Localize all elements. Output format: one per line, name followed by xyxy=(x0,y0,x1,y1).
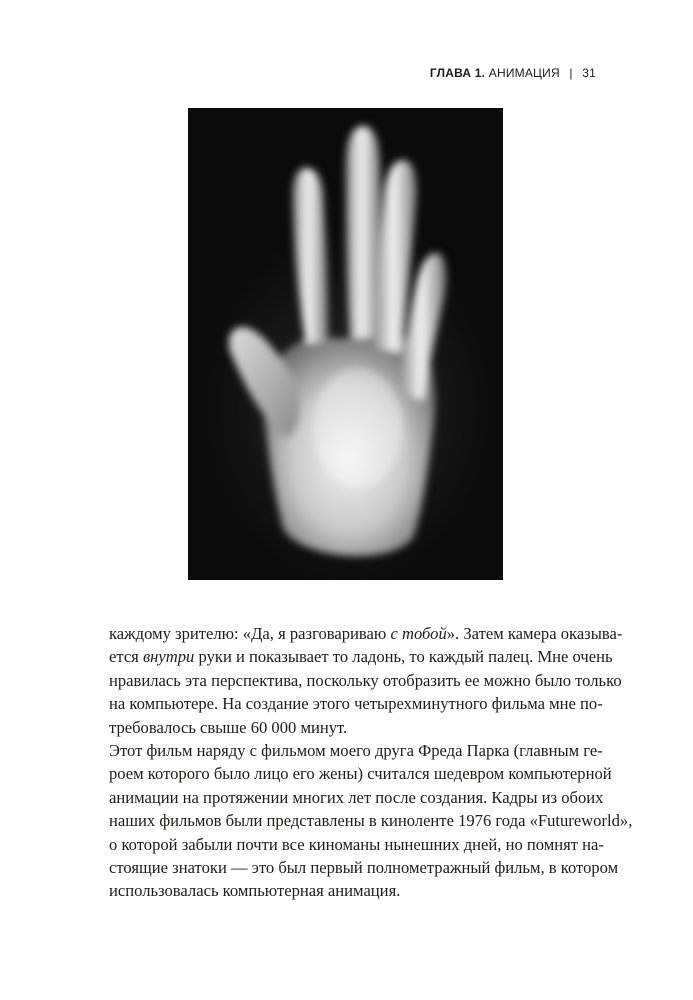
chapter-title: АНИМАЦИЯ xyxy=(488,66,560,80)
text-line: каждому зрителю: «Да, я разговариваю с тобой». Затем камера оказыва- xyxy=(109,624,623,643)
paragraph-2 xyxy=(109,739,633,903)
text-line: анимации на протяжении многих лет после создания. Кадры из обоих xyxy=(109,787,604,807)
text-line: использовалась компьютерная анимация. xyxy=(109,881,401,901)
header-separator: | xyxy=(569,66,573,80)
text-line: роем которого было лицо его жены) считался шедевром компьютерной xyxy=(109,764,612,784)
text-line: требовалось свыше 60 000 минут. xyxy=(109,717,348,737)
text-line: нравилась эта перспектива, поскольку отобразить ее можно было только xyxy=(109,670,622,690)
text-line: стоящие знатоки — это был первый полнометражный фильм, в котором xyxy=(109,858,619,878)
page-number: 31 xyxy=(582,66,596,80)
text-line: о которой забыли почти все киноманы нынешних дней, но помнят на- xyxy=(109,834,604,854)
paragraph-1 xyxy=(109,622,623,739)
hand-photo xyxy=(188,108,503,580)
text-line: ется внутри руки и показывает то ладонь, то каждый палец. Мне очень xyxy=(109,647,613,667)
running-head xyxy=(430,66,596,80)
body-text xyxy=(109,622,633,903)
text-line: наших фильмов были представлены в киноленте 1976 года «Futureworld», xyxy=(109,811,633,831)
text-line: на компьютере. На создание этого четырехминутного фильма мне по- xyxy=(109,694,603,714)
chapter-number: ГЛАВА 1. xyxy=(429,66,486,80)
text-line: Этот фильм наряду с фильмом моего друга Фреда Парка (главным ге- xyxy=(109,741,603,761)
hand-illustration xyxy=(188,108,503,580)
